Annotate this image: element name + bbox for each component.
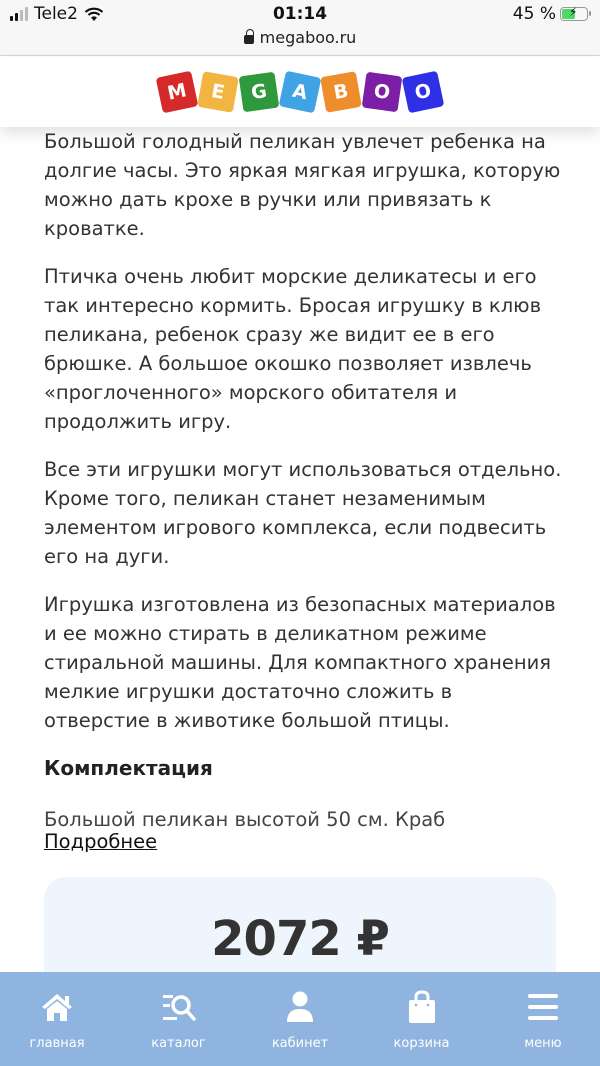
nav-label: корзина [393,1036,450,1051]
read-more-link[interactable]: Подробнее [44,830,158,853]
description-paragraph: Большой голодный пеликан увлечет ребенка на долгие часы. Это яркая мягкая игрушка, которую можно дать крохе в ручки или привязать к кроватке. [44,130,561,240]
user-icon [281,988,319,1026]
logo-letter: O [362,72,403,113]
nav-label: меню [524,1036,562,1051]
nav-account[interactable] [257,972,343,1066]
nav-cart[interactable] [379,972,465,1066]
logo-letter: E [197,71,239,113]
battery-icon: ⚡ [560,7,588,21]
lock-icon [244,35,254,44]
logo-letter: A [279,71,322,114]
url-text: megaboo.ru [259,28,357,47]
nav-home[interactable] [14,972,100,1066]
battery-percent: 45 % [512,4,556,24]
battery-status [513,4,588,24]
nav-label: кабинет [271,1036,329,1051]
address-bar[interactable] [0,28,600,47]
kit-text-truncated: Большой пеликан высотой 50 см. Краб [44,808,446,831]
description-paragraph: Все эти игрушки могут использоваться отдельно. Кроме того, пеликан станет незаменимым элементом игрового комплекса, если подвесить его на дуги. [44,458,562,568]
description-paragraph: Птичка очень любит морские деликатесы и его так интересно кормить. Бросая игрушку в клюв пеликана, ребенок сразу же видит ее в его брюшке. А большое окошко позволяет извлечь «проглоченного» морского обитателя и продолжить игру. [44,265,542,433]
logo-letter: M [156,71,199,114]
nav-menu[interactable] [500,972,586,1066]
product-price: 2072 ₽ [211,911,389,967]
nav-label: каталог [151,1036,206,1051]
shopping-bag-icon [403,988,441,1026]
clock: 01:14 [272,4,328,24]
site-header [0,57,600,127]
nav-catalog[interactable] [136,972,222,1066]
home-icon [38,988,76,1026]
carrier-name: Tele2 [34,4,78,24]
product-description [44,127,564,856]
section-title-kit: Комплектация [44,756,213,780]
logo-letter: G [239,72,280,113]
megaboo-logo[interactable] [159,74,441,110]
bottom-navigation [0,972,600,1066]
nav-label: главная [29,1036,85,1051]
menu-icon [524,988,562,1026]
catalog-search-icon [160,988,198,1026]
description-paragraph: Игрушка изготовлена из безопасных материалов и ее можно стирать в деликатном режиме стиральной машины. Для компактного хранения мелкие игрушки достаточно сложить в отверстие в животике большой птицы. [44,593,556,732]
logo-letter: B [320,71,362,113]
ios-status-bar [0,0,600,56]
logo-letter: O [402,71,445,114]
